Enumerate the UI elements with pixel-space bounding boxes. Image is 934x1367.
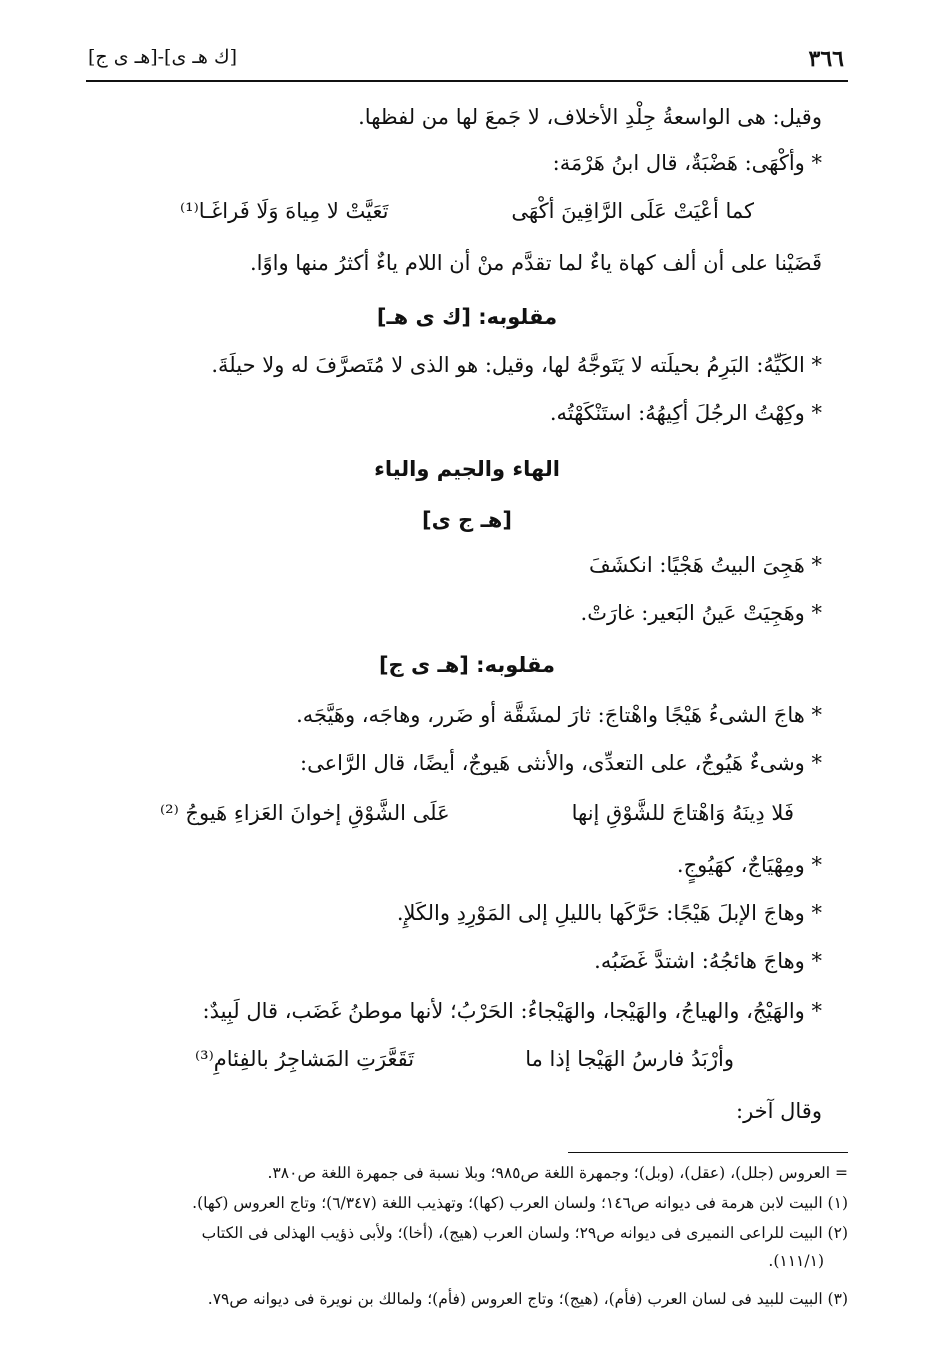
- text-line: * هاجَ الشىءُ هَيْجًا واهْتاجَ: ثارَ لمشَقَّة أو ضَرر، وهاجَه، وهَيَّجَه.: [296, 703, 822, 727]
- verse-hemistich-second: تَقَعَّرَتِ المَشاجِرُ بالفِئامِ⁽³⁾: [195, 1047, 415, 1071]
- verse-hemistich-first: كما أعْيَتْ عَلَى الرَّاقِينَ أكْهَى: [511, 199, 754, 223]
- text-line: * الكَيِّهُ: البَرِمُ بحيلَته لا يَتَوجَّهُ لها، وقيل: هو الذى لا مُتَصرَّفَ له ولا حيلَةَ.: [211, 353, 822, 377]
- footnote: = العروس (جلل)، (عقل)، (وبل)؛ وجمهرة اللغة ص٩٨٥؛ وبلا نسبة فى جمهرة اللغة ص٣٨٠.: [267, 1164, 848, 1182]
- footnote-continuation: (١١١/١).: [768, 1252, 824, 1270]
- verse-hemistich-second: تَعَيَّتْ لا مِياهَ وَلَا فَراغَـا⁽¹⁾: [180, 199, 389, 223]
- verse-hemistich-first: وأرْبَدُ فارسُ الهَيْجا إذا ما: [525, 1047, 734, 1071]
- text-line: وقال آخر:: [736, 1099, 822, 1123]
- text-line: * والهَيْجُ، والهياجُ، والهَيْجا، والهَيْجاءُ: الحَرْبُ؛ لأنها موطنُ غَضَب، قال لَبِيدٌ:: [202, 999, 822, 1023]
- footnote-divider: [568, 1152, 848, 1153]
- text-line: * وأكْهَى: هَضْبَةٌ، قال ابنُ هَرْمَة:: [552, 151, 822, 175]
- text-line: * وهاجَ الإبلَ هَيْجًا: حَرَّكَها بالليلِ إلى المَوْرِدِ والكَلإِ.: [396, 901, 822, 925]
- page-number: ٣٦٦: [808, 46, 844, 72]
- text-line: * وهاجَ هائجُهُ: اشتدَّ غَضَبُه.: [594, 949, 822, 973]
- text-line: * وهَجِيَتْ عَينُ البَعير: غارَتْ.: [580, 601, 822, 625]
- text-line: * ومِهْيَاجٌ، كهَيُوجٍ.: [676, 853, 822, 877]
- section-title: [ك هـ ى]-[هـ ى ج]: [88, 46, 238, 68]
- verse-hemistich-second: عَلَى الشَّوْقِ إخوانَ العَزاءِ هَيوجُ ⁽²⁾: [160, 801, 450, 825]
- text-line: * هَجِىَ البيتُ هَجْيًا: انكشَفَ: [588, 553, 822, 577]
- text-line: قَضَيْنا على أن ألف كهاة ياءٌ لما تقدَّم منْ أن اللام ياءٌ أكثرُ منها واوًا.: [249, 251, 822, 275]
- chapter-heading: الهاء والجيم والياء: [374, 457, 560, 481]
- text-line: * وكِهْتُ الرجُلَ أكِيهُهُ: استَنْكَهْتُه.: [549, 401, 822, 425]
- footnote: (١) البيت لابن هرمة فى ديوانه ص١٤٦؛ ولسان العرب (كها)؛ وتهذيب اللغة (٦/٣٤٧)؛ وتاج العروس (كها).: [192, 1194, 848, 1212]
- footnote: (٢) البيت للراعى النميرى فى ديوانه ص٢٩؛ ولسان العرب (هيج)، (أخا)؛ ولأبى ذؤيب الهذلى فى الكتاب: [201, 1224, 848, 1242]
- text-line: * وشىءٌ هَيُوجٌ، على التعدِّى، والأنثى هَيوجٌ، أيضًا، قال الرَّاعى:: [300, 751, 822, 775]
- header-divider: [86, 80, 848, 82]
- text-line: وقيل: هى الواسعةُ جِلْدِ الأخلاف، لا جَمعَ لها من لفظها.: [358, 105, 822, 129]
- section-heading: مقلوبه: [ك ى هـ]: [376, 305, 558, 329]
- section-heading: مقلوبه: [هـ ى ج]: [378, 653, 556, 677]
- root-heading: [هـ ج ى]: [422, 508, 512, 532]
- verse-hemistich-first: فَلا دِينَهُ وَاهْتاجَ للشَّوْقِ إنها: [571, 801, 794, 825]
- footnote: (٣) البيت للبيد فى لسان العرب (فأم)، (هيج)؛ وتاج العروس (فأم)؛ ولمالك بن نويرة فى ديوانه ص٧٩.: [207, 1290, 848, 1308]
